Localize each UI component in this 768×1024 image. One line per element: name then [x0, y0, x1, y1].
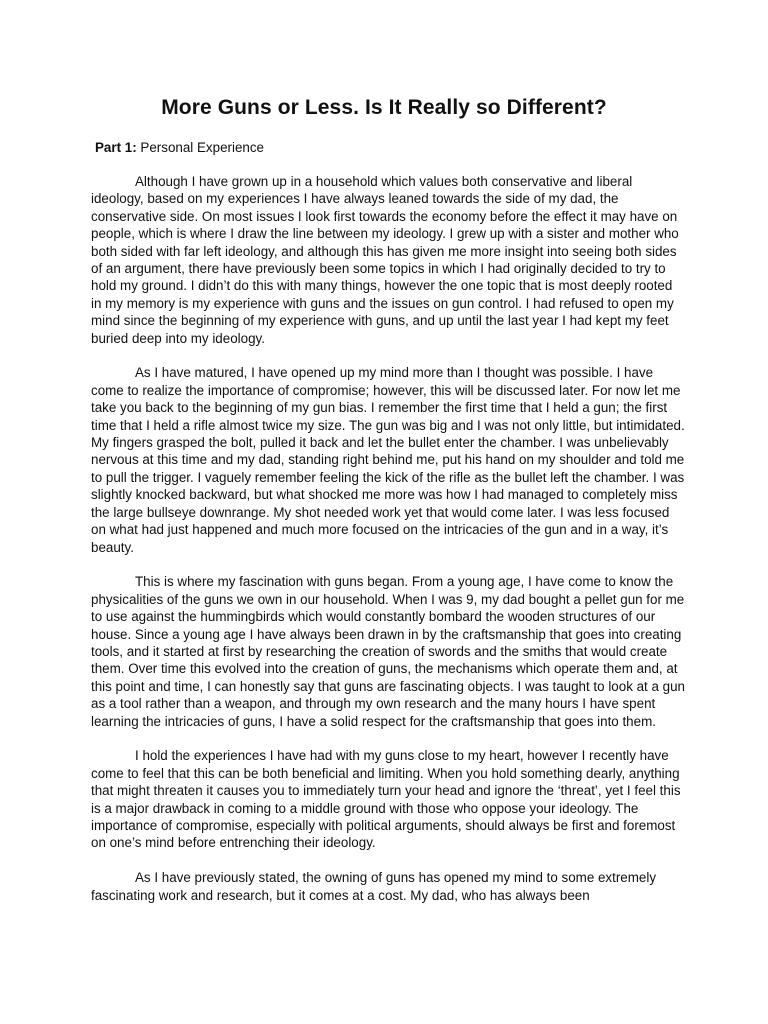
section-label: Part 1: [95, 140, 137, 155]
paragraph-5: As I have previously stated, the owning of guns has opened my mind to some extremely fascinating work and research, but it comes at a cost. My dad, who has always been [91, 870, 657, 903]
paragraph-2: As I have matured, I have opened up my mind more than I thought was possible. I have come to realize the importance of compromise; however, this will be discussed later. For now let me take you back to the beginning of my gun bias. I remember the first time that I held a gun; the first time that I held a rifle almost twice my size. The gun was big and I was not only little, but intimidated. My fingers grasped the bolt, pulled it back and let the bullet enter the chamber. I was unbelievably nervous at this time and my dad, standing right behind me, put his hand on my shoulder and told me to pull the trigger. I vaguely remember feeling the kick of the rifle as the bullet left the chamber. I was slightly knocked backward, but what shocked me more was how I had managed to completely miss the large bullseye downrange. My shot needed work yet that would come later. I was less focused on what had just happened and much more focused on the intricacies of the gun and in a way, it’s beauty. [91, 365, 685, 555]
paragraph-3: This is where my fascination with guns began. From a young age, I have come to know the physicalities of the guns we own in our household. When I was 9, my dad bought a pellet gun for me to use against the hummingbirds which would constantly bombard the wooden structures of our house. Since a young age I have always been drawn in by the craftsmanship that goes into creating tools, and it started at first by researching the creation of swords and the smiths that would create them. Over time this evolved into the creation of guns, the mechanisms which operate them and, at this point and time, I can honestly say that guns are fascinating objects. I was taught to look at a gun as a tool rather than a weapon, and through my own research and the many hours I have spent learning the intricacies of guns, I have a solid respect for the craftsmanship that goes into them. [91, 574, 686, 729]
paragraph-4: I hold the experiences I have had with my guns close to my heart, however I recently have come to feel that this can be both beneficial and limiting. When you hold something dearly, anything that might threaten it causes you to immediately turn your head and ignore the ‘threat’, yet I feel this is a major drawback in coming to a middle ground with those who oppose your ideology. The importance of compromise, especially with political arguments, should always be first and foremost on one’s mind before entrenching their ideology. [91, 748, 681, 851]
document-body [91, 173, 685, 921]
section-name: Personal Experience [140, 140, 264, 155]
paragraph-1: Although I have grown up in a household which values both conservative and liberal ideology, based on my experiences I have always leaned towards the side of my dad, the conservative side. On most issues I look first towards the economy before the effect it may have on people, which is where I draw the line between my ideology. I grew up with a sister and mother who both sided with far left ideology, and although this has given me more insight into seeing both sides of an argument, there have previously been some topics in which I had originally decided to try to hold my ground. I didn’t do this with many things, however the one topic that is most deeply rooted in my memory is my experience with guns and the issues on gun control. I had refused to open my mind since the beginning of my experience with guns, and up until the last year I had kept my feet buried deep into my ideology. [91, 174, 679, 346]
section-heading [95, 139, 264, 157]
document-title: More Guns or Less. Is It Really so Different? [161, 96, 607, 119]
